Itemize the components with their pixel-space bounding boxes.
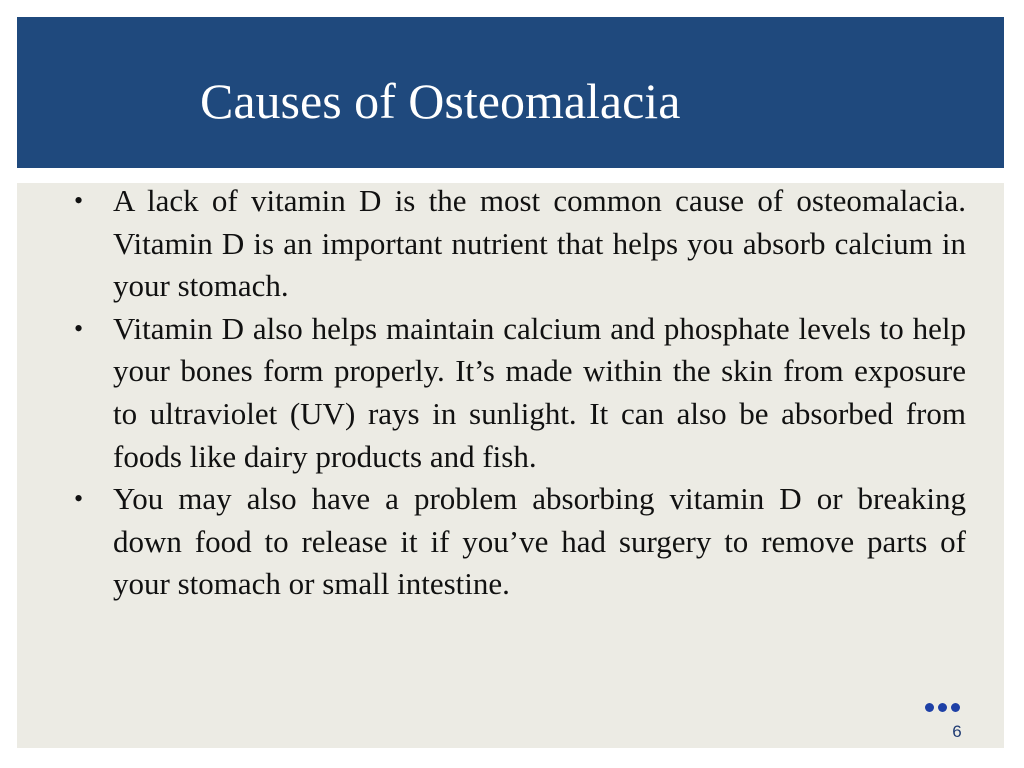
bullet-item [60,478,966,606]
bullet-text: A lack of vitamin D is the most common cause of osteomalacia. Vitamin D is an important nutrient that helps you absorb calcium in your stomach. [113,183,966,304]
dot-icon [938,703,947,712]
bullet-text: Vitamin D also helps maintain calcium and phosphate levels to help your bones form properly. It’s made within the skin from exposure to ultraviolet (UV) rays in sunlight. It can also be absorbed from foods like dairy products and fish. [113,310,966,474]
bullet-text: You may also have a problem absorbing vitamin D or breaking down food to release it if you’ve had surgery to remove parts of your stomach or small intestine. [113,481,966,602]
decorative-dots-icon [925,700,965,714]
bullet-list [60,180,966,606]
bullet-item [60,180,966,308]
dot-icon [951,703,960,712]
page-number: 6 [952,722,962,741]
bullet-item [60,308,966,478]
bullet-dot-icon: • [74,186,84,215]
bullet-dot-icon: • [74,484,84,514]
bullet-dot-icon: • [74,313,84,343]
slide-title: Causes of Osteomalacia [200,73,681,129]
dot-icon [925,703,934,712]
